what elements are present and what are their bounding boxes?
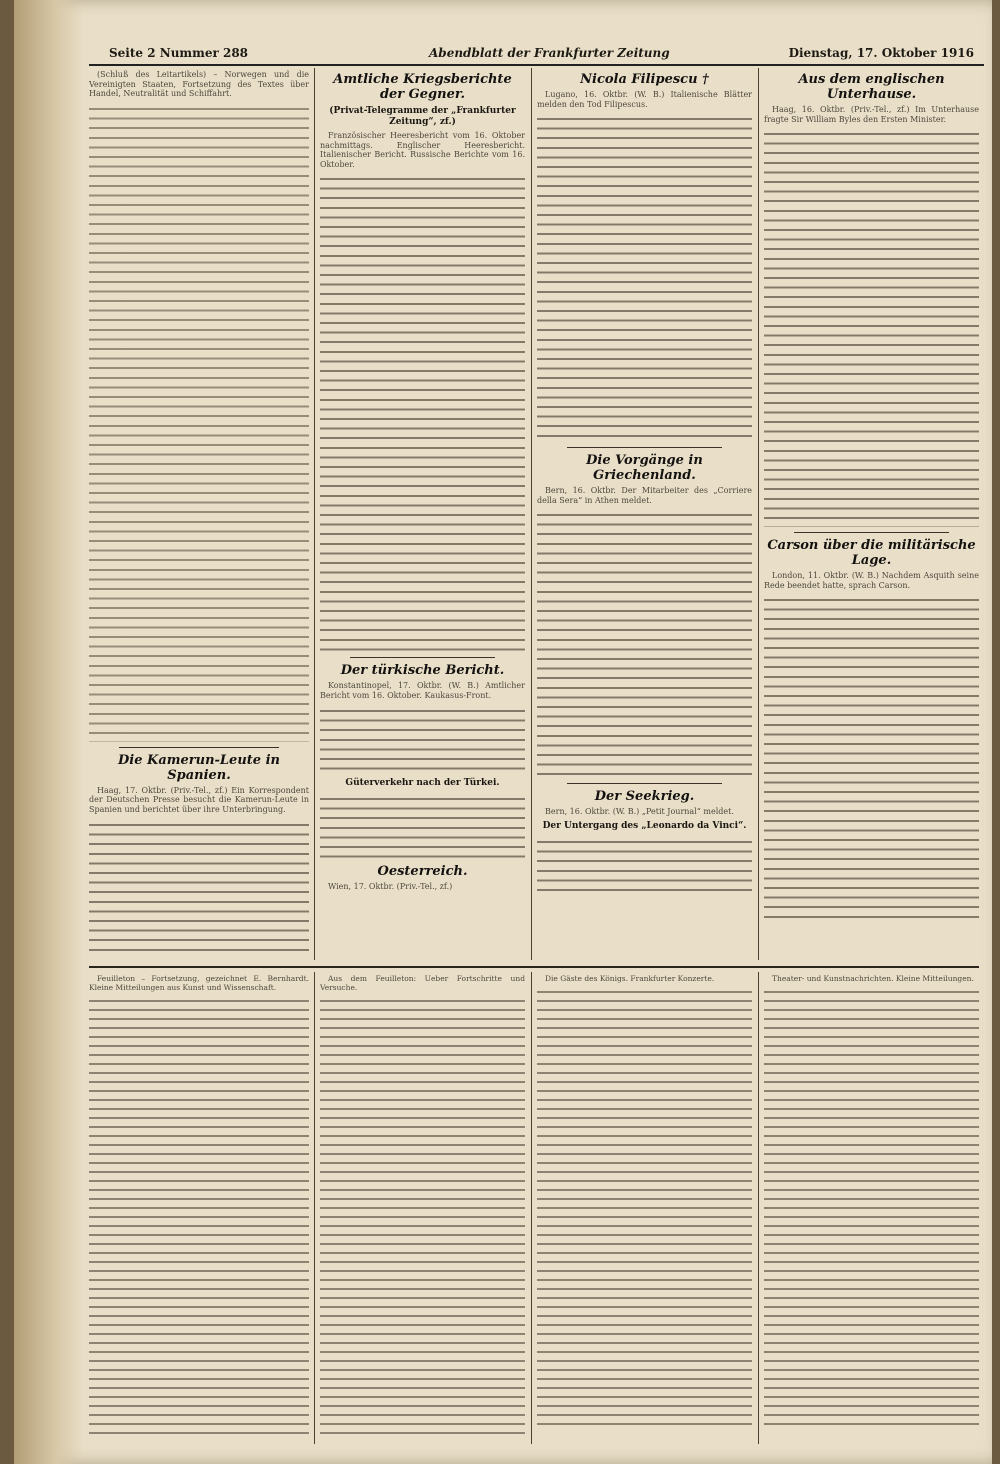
filler-text: [537, 986, 752, 1426]
article-heading: Amtliche Kriegsberichte der Gegner.: [333, 72, 512, 102]
bottom-column-2: [320, 974, 525, 1444]
filler-text-2: [89, 818, 309, 958]
filler-text: [537, 835, 752, 895]
filler-text: [320, 172, 525, 652]
filler-text: [764, 593, 979, 923]
newspaper-page: [14, 0, 992, 1464]
article-subheading: (Privat-Telegramme der „Frankfurter Zeitung“, zf.): [329, 106, 516, 127]
bottom-column-3: [537, 974, 752, 1444]
bottom-column-1: [89, 974, 309, 1444]
bottom-column-4: [764, 974, 979, 1444]
article-text: Haag, 17. Oktbr. (Priv.-Tel., zf.) Ein Korrespondent der Deutschen Presse besucht die Kamerun-Leute in Spanien und berichtet über ihre Unterbringung.: [89, 785, 309, 814]
article-subheading-3: Der Untergang des „Leonardo da Vinci“.: [542, 820, 747, 831]
article-text: Haag, 16. Oktbr. (Priv.-Tel., zf.) Im Unterhause fragte Sir William Byles den Ersten Minister.: [764, 105, 979, 124]
divider: [350, 657, 495, 658]
filler-text: [764, 127, 979, 527]
article-heading-3: Güterverkehr nach der Türkei.: [345, 777, 500, 788]
article-text-2: Bern, 16. Oktbr. Der Mitarbeiter des „Corriere della Sera“ in Athen meldet.: [537, 486, 752, 505]
divider: [794, 532, 949, 533]
filler-text: [764, 986, 979, 1426]
newspaper-title: Abendblatt der Frankfurter Zeitung: [429, 46, 670, 60]
column-rule: [314, 68, 315, 960]
article-heading-4: Oesterreich.: [377, 863, 468, 879]
issue-date: Dienstag, 17. Oktober 1916: [788, 46, 974, 60]
column-rule: [531, 68, 532, 960]
lead-text: (Schluß des Leitartikels) – Norwegen und die Vereinigten Staaten, Fortsetzung des Textes über Handel, Neutralität und Schiffahrt.: [89, 70, 309, 99]
bottom-text: Aus dem Feuilleton: Ueber Fortschritte und Versuche.: [320, 974, 525, 992]
article-heading: Die Kamerun-Leute in Spanien.: [118, 752, 280, 783]
column-1: [89, 70, 309, 960]
article-heading: Nicola Filipescu †: [580, 72, 709, 87]
page-gutter-shadow: [14, 0, 84, 1464]
masthead: [89, 40, 984, 66]
filler-text: [320, 792, 525, 862]
article-text: Französischer Heeresbericht vom 16. Oktober nachmittags. Englischer Heeresbericht. Italienischer Bericht. Russische Berichte vom 16. Oktober.: [320, 131, 525, 169]
column-3: [537, 70, 752, 960]
column-rule: [758, 972, 759, 1444]
divider: [567, 447, 722, 448]
feuilleton-rule: [89, 966, 979, 968]
filler-text: [537, 508, 752, 778]
divider: [567, 783, 722, 784]
article-heading-2: Die Vorgänge in Griechenland.: [586, 453, 703, 484]
bottom-text: Theater- und Kunstnachrichten. Kleine Mitteilungen.: [772, 974, 974, 983]
bottom-text: Die Gäste des Königs. Frankfurter Konzerte.: [545, 974, 715, 983]
article-heading-2: Carson über die militärische Lage.: [767, 538, 976, 569]
article-heading: Aus dem englischen Unterhause.: [798, 72, 945, 102]
filler-text: [537, 112, 752, 442]
column-rule: [531, 972, 532, 1444]
article-text-2: London, 11. Oktbr. (W. B.) Nachdem Asquith seine Rede beendet hatte, sprach Carson.: [764, 571, 979, 590]
article-heading-3: Der Seekrieg.: [594, 789, 695, 805]
divider: [119, 747, 279, 748]
article-text-2: Konstantinopel, 17. Oktbr. (W. B.) Amtlicher Bericht vom 16. Oktober. Kaukasus-Front.: [320, 681, 525, 700]
filler-text: [320, 704, 525, 774]
article-text: Lugano, 16. Oktbr. (W. B.) Italienische Blätter melden den Tod Filipescus.: [537, 90, 752, 109]
column-4: [764, 70, 979, 960]
column-rule: [314, 972, 315, 1444]
article-heading-2: Der türkische Bericht.: [340, 663, 505, 679]
bottom-text: Feuilleton – Fortsetzung, gezeichnet E. Bernhardt. Kleine Mitteilungen aus Kunst und Wissenschaft.: [89, 974, 309, 992]
filler-text: [320, 995, 525, 1435]
filler-text: [89, 995, 309, 1435]
column-2: [320, 70, 525, 960]
article-text-4: Wien, 17. Oktbr. (Priv.-Tel., zf.): [328, 881, 453, 891]
column-rule: [758, 68, 759, 960]
article-text-3: Bern, 16. Oktbr. (W. B.) „Petit Journal“ meldet.: [545, 807, 734, 817]
page-number: Seite 2 Nummer 288: [109, 46, 249, 60]
filler-text-1: [89, 102, 309, 742]
